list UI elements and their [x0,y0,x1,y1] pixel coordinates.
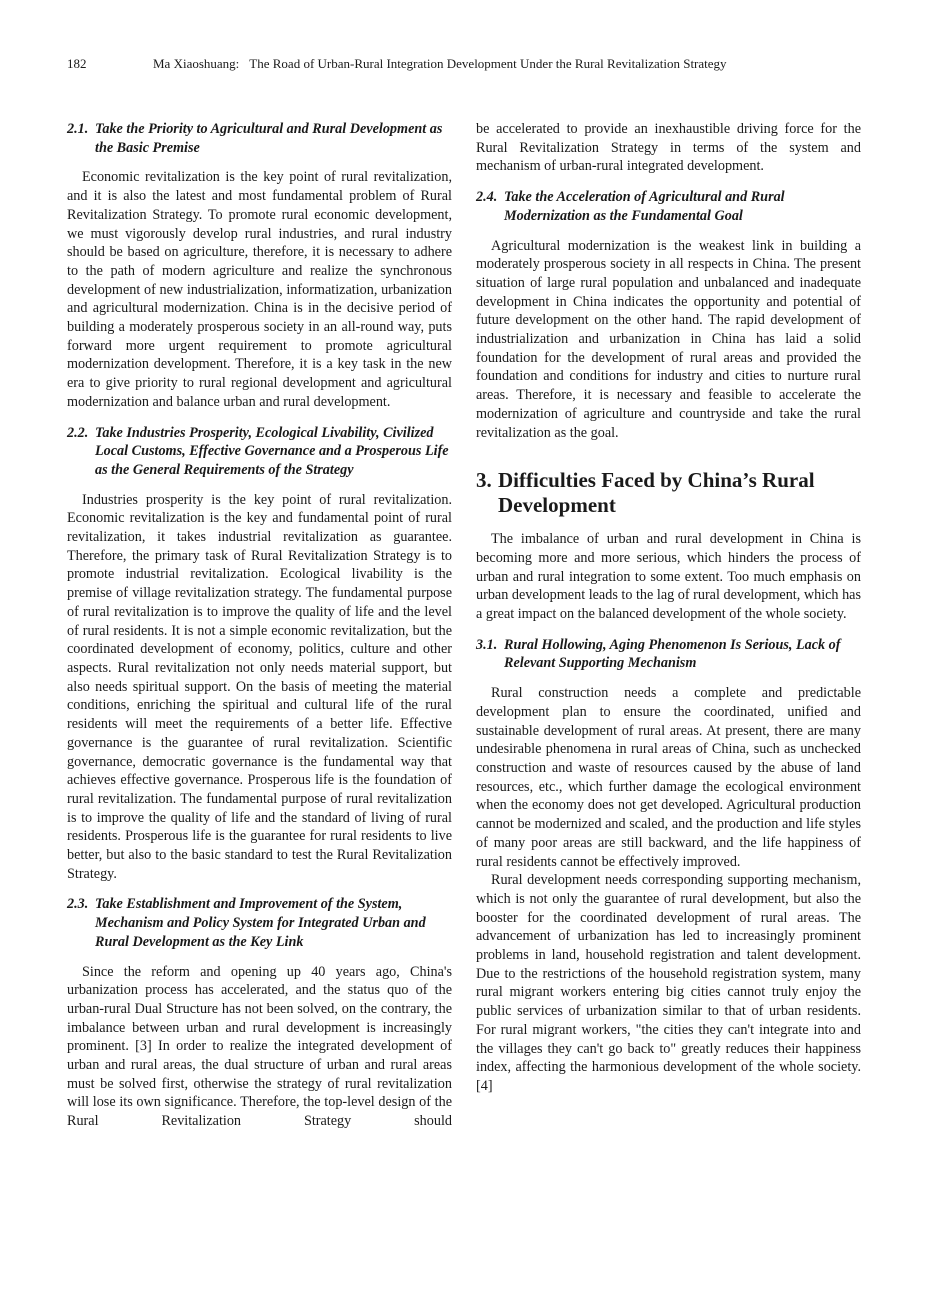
article-title: The Road of Urban-Rural Integration Development Under the Rural Revitalization Strategy [249,56,727,71]
paragraph-continued: be accelerated to provide an inexhaustible driving force for the Rural Revitalization Strategy in terms of the system and mechanism of urban-rural integrated development. [476,121,861,175]
subsection-heading-2-3: 2.3. Take Establishment and Improvement of the System, Mechanism and Policy System for Integrated Urban and Rural Development as the Key Link [67,896,426,950]
paragraph: The imbalance of urban and rural development in China is becoming more and more serious, which hinders the process of urban and rural integration to some extent. Too much emphasis on urban development leads to the lag of rural development, which has a great impact on the balanced development of the whole society. [476,531,861,623]
running-header [67,56,885,72]
author-name: Ma Xiaoshuang: [153,56,240,71]
paragraph: Economic revitalization is the key point of rural revitalization, and it is also the latest and most fundamental problem of Rural Revitalization Strategy. To promote rural economic development, we must vigorously develop rural industries, and rural industry should be based on agriculture, therefore, it is necessary to adhere to the path of modern agriculture and realize the synchronous development of new industrialization, informatization, urbanization and agricultural modernization. China is in the decisive period of building a moderately prosperous society in an all-round way, puts forward more urgent requirement to promote agricultural modernization development. Therefore, it is a key task in the new era to give priority to rural regional development and agricultural modernization and balance urban and rural development. [67,169,452,410]
section-heading-3: 3. Difficulties Faced by China’s Rural Development [476,468,815,518]
page-number: 182 [67,56,87,71]
subsection-heading-2-2: 2.2. Take Industries Prosperity, Ecological Livability, Civilized Local Customs, Effective Governance and a Prosperous Life as the General Requirements of the Strategy [67,424,449,478]
paragraph: Rural development needs corresponding supporting mechanism, which is not only the guarantee of rural development, but also the booster for the coordinated development of rural areas. The advancement of urbanization has led to increasingly prominent problems in land, household registration and talent development. Due to the restrictions of the household registration system, many rural migrant workers entering big cities cannot truly enjoy the public services of urbanization similar to that of urban residents. For rural migrant workers, "the cities they can't integrate into and the villages they can't go back to" greatly reduces their happiness index, affecting the harmonious development of the whole society. [4] [476,872,861,1094]
paragraph: Since the reform and opening up 40 years ago, China's urbanization process has accelerated, and the status quo of the urban-rural Dual Structure has not been solved, on the contrary, the imbalance between urban and rural development is increasingly prominent. [3] In order to realize the integrated development of urban and rural areas, the dual structure of urban and rural areas must be solved first, otherwise the strategy of rural revitalization will lose its own significance. Therefore, the top-level design of the Rural Revitalization Strategy should [67,963,452,1130]
subsection-heading-2-4: 2.4. Take the Acceleration of Agricultural and Rural Modernization as the Fundamental Goal [476,189,785,224]
paragraph: Agricultural modernization is the weakest link in building a moderately prosperous society in all respects in China. The present situation of large rural population and unbalanced and inadequate development in China indicates the opportunity and potential of future development on the other hand. The rapid development of industrialization and urbanization in China has laid a solid foundation for the development of rural areas and provided the foundation and conditions for industry and cities to nurture rural areas. Therefore, it is necessary and feasible to accelerate the modernization of agriculture and countryside and take the rural revitalization as the goal. [476,237,861,441]
subsection-heading-2-1: 2.1. Take the Priority to Agricultural and Rural Development as the Basic Premise [67,121,443,156]
right-column [476,120,861,1096]
paragraph: Rural construction needs a complete and predictable development plan to ensure the coordinated, unified and sustainable development of rural areas. At present, there are many undesirable phenomena in rural areas of China, such as unchecked construction and waste of resources caused by the abuse of land resources, etc., which further damage the ecological environment when the economy does not get developed. Agricultural production cannot be modernized and scaled, and the production and life styles of many poor areas are still backward, and the life happiness of rural residents cannot be effectively improved. [476,685,861,870]
left-column [67,120,452,1131]
subsection-heading-3-1: 3.1. Rural Hollowing, Aging Phenomenon Is Serious, Lack of Relevant Supporting Mechanism [476,636,841,672]
paragraph: Industries prosperity is the key point of rural revitalization. Economic revitalization is the key and fundamental point of rural revitalization, it takes industrial revitalization as guarantee. Therefore, the primary task of Rural Revitalization Strategy is to promote industrial revitalization. Ecological livability is the premise of village revitalization strategy. The fundamental purpose of rural revitalization is to improve the quality of life and the level of rural residents. It is not a simple economic revitalization, but the coordinated development of economy, politics, culture and other aspects. Rural revitalization not only needs material support, but also needs spiritual support. On the basis of meeting the material conditions, enriching the spiritual and cultural life of the rural residents will meet the requirements of a better life. Effective governance is the guarantee of rural revitalization. Scientific governance, democratic governance is the fundamental way that achieves effective governance. Prosperous life is the foundation of rural revitalization. The fundamental purpose of rural revitalization is to improve the quality of life and the standard of living of rural residents. Prosperous life is the guarantee for rural residents to live better, but also to the basic standard to test the Rural Revitalization Strategy. [67,491,452,882]
